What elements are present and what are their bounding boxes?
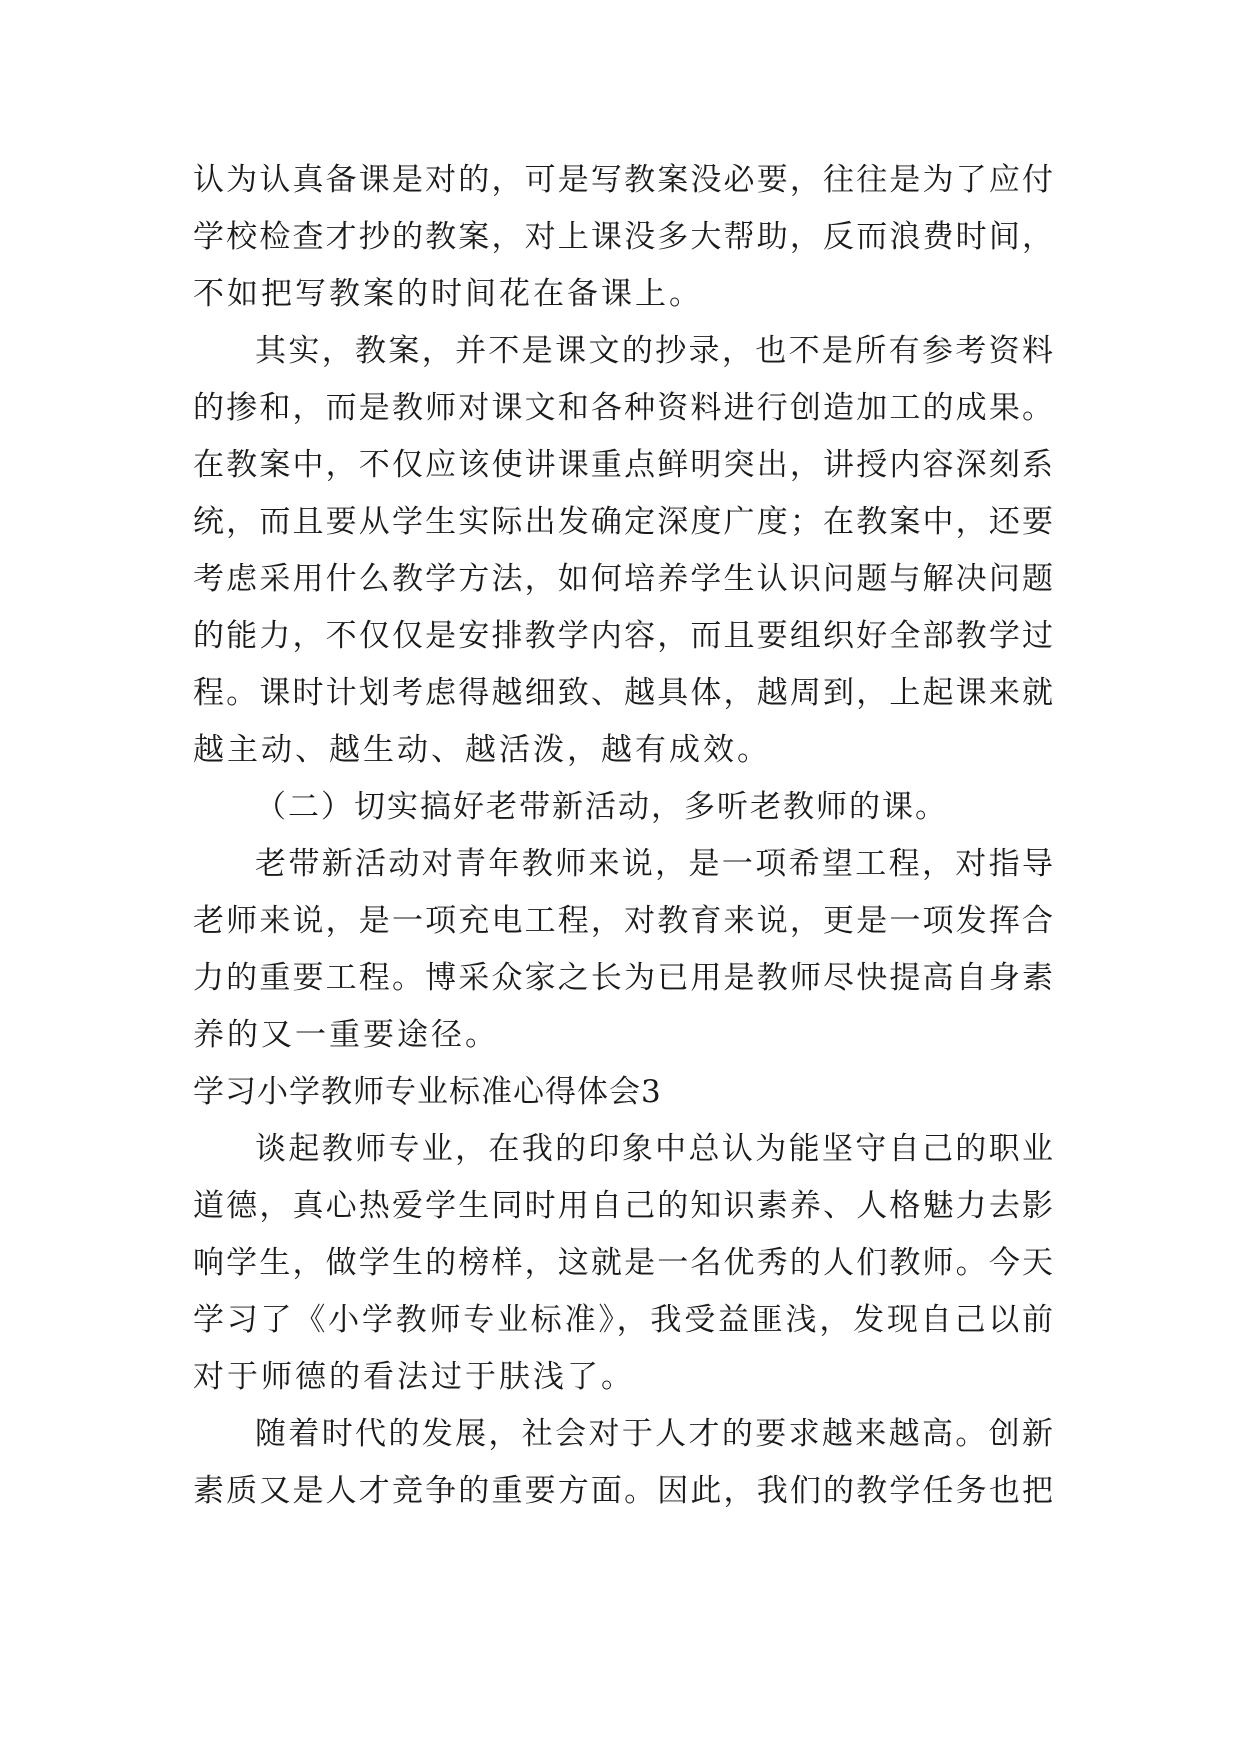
section-title [193,1064,1053,1121]
text-line: 的能力，不仅仅是安排教学内容，而且要组织好全部教学过 [193,618,1053,654]
text-line: 的掺和，而是教师对课文和各种资料进行创造加工的成果。 [193,390,1053,426]
text-line: 统，而且要从学生实际出发确定深度广度；在教案中，还要 [193,504,1053,540]
text-line: 学习了《小学教师专业标准》，我受益匪浅，发现自己以前 [193,1302,1053,1338]
subheading [193,779,1053,836]
text-line: 认为认真备课是对的，可是写教案没必要，往往是为了应付 [193,162,1053,198]
paragraph [193,152,1053,323]
text-line: 素质又是人才竞争的重要方面。因此，我们的教学任务也把 [193,1473,1053,1509]
text-line: 老师来说，是一项充电工程，对教育来说，更是一项发挥合 [193,903,1053,939]
text-line: 程。课时计划考虑得越细致、越具体，越周到，上起课来就 [193,675,1053,711]
text-line: 在教案中，不仅应该使讲课重点鲜明突出，讲授内容深刻系 [193,447,1053,483]
subheading-text: （二）切实搞好老带新活动，多听老教师的课。 [255,789,948,825]
paragraph [193,323,1053,779]
text-line: 老带新活动对青年教师来说，是一项希望工程，对指导 [255,846,1053,882]
text-line: 力的重要工程。博采众家之长为已用是教师尽快提高自身素 [193,960,1053,996]
text-line: 随着时代的发展，社会对于人才的要求越来越高。创新 [255,1416,1053,1452]
text-line: 响学生，做学生的榜样，这就是一名优秀的人们教师。今天 [193,1245,1053,1281]
paragraph [193,1406,1053,1520]
text-line: 越主动、越生动、越活泼，越有成效。 [193,732,771,768]
text-line: 学校检查才抄的教案，对上课没多大帮助，反而浪费时间， [193,219,1053,255]
text-line: 谈起教师专业，在我的印象中总认为能坚守自己的职业 [255,1131,1053,1167]
text-line: 其实，教案，并不是课文的抄录，也不是所有参考资料 [255,333,1053,369]
text-line: 养的又一重要途径。 [193,1017,499,1053]
document-body [193,152,1053,1520]
text-line: 不如把写教案的时间花在备课上。 [193,276,703,312]
paragraph [193,1121,1053,1406]
section-title-text: 学习小学教师专业标准心得体会3 [193,1074,662,1110]
text-line: 考虑采用什么教学方法，如何培养学生认识问题与解决问题 [193,561,1053,597]
text-line: 道德，真心热爱学生同时用自己的知识素养、人格魅力去影 [193,1188,1053,1224]
text-line: 对于师德的看法过于肤浅了。 [193,1359,635,1395]
paragraph [193,836,1053,1064]
